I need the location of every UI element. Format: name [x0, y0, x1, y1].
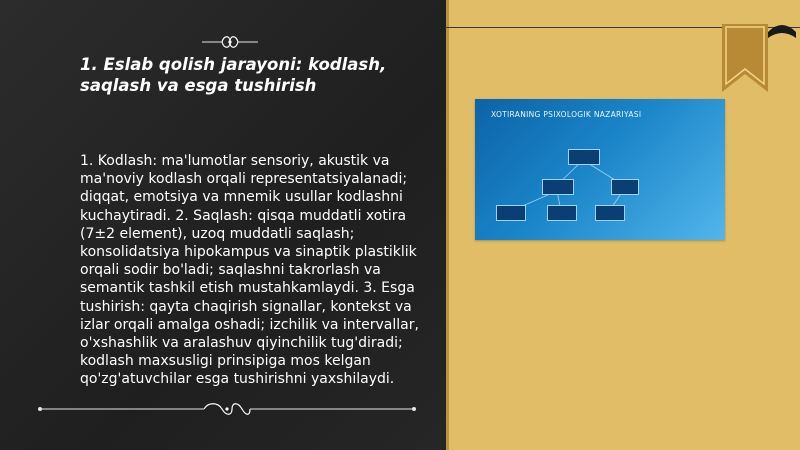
ornament-top-icon — [200, 33, 260, 51]
diagram-node — [547, 205, 577, 221]
embedded-slide-title: XOTIRANING PSIXOLOGIK NAZARIYASI — [491, 110, 642, 119]
ornament-bottom-icon — [36, 400, 418, 418]
slide-title: 1. Eslab qolish jarayoni: kodlash, saqlash va esga tushirish — [80, 55, 387, 95]
diagram-node — [611, 179, 639, 195]
diagram-node — [542, 179, 574, 195]
panel-divider — [446, 0, 449, 450]
ribbon-curl — [768, 24, 796, 86]
diagram-node — [595, 205, 625, 221]
diagram-node — [568, 149, 600, 165]
slide-body-text: 1. Kodlash: ma'lumotlar sensoriy, akustik va ma'noviy kodlash orqali representatsiyalanadi; diqqat, emotsiya va mnemik usullar kodlashni kuchaytiradi. 2. Saqlash: qisqa muddatli xotira (7±2 element), uzoq muddatli saqlash; konsolidatsiya hipokampus va sinaptik plastiklik orqali sodir bo'ladi; saqlashni takrorlash va semantik tashkil etish mustahkamlaydi. 3. Esga tushirish: qayta chaqirish signallar, kontekst va izlar orqali amalga oshadi; izchilik va intervallar, o'xshashlik va aralashuv qiyinchilik tug'diradi; kodlash maxsusligi prinsipiga mos kelgan qo'zg'atuvchilar esga tushirishni yaxshilaydi. — [80, 153, 419, 388]
ribbon-tab-shape — [722, 24, 768, 92]
embedded-slide-image — [475, 99, 725, 240]
diagram-node — [496, 205, 526, 221]
